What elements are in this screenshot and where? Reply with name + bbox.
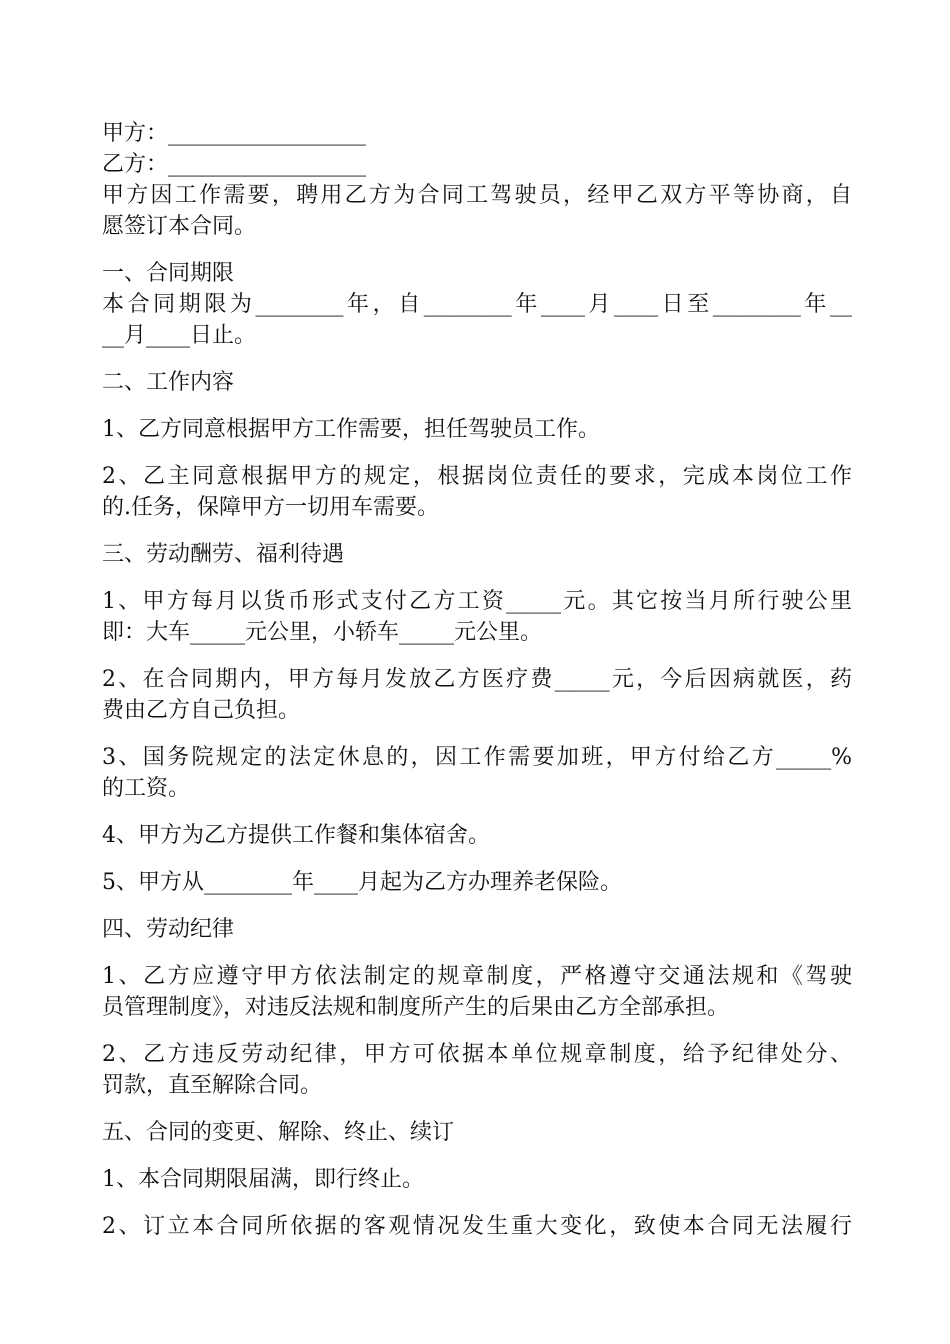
section-4-paragraph-1-line-2: 员管理制度》，对违反法规和制度所产生的后果由乙方全部承担。 xyxy=(102,995,730,1020)
intro-line-2: 愿签订本合同。 xyxy=(102,214,257,239)
section-3-paragraph-4: 4、甲方为乙方提供工作餐和集体宿舍。 xyxy=(102,823,490,848)
section-5-paragraph-1: 1、本合同期限届满，即行终止。 xyxy=(102,1167,424,1192)
section-3-paragraph-2-line-2: 费由乙方自己负担。 xyxy=(102,698,301,723)
section-3-title: 三、劳动酬劳、福利待遇 xyxy=(102,542,345,567)
contract-document xyxy=(102,118,852,1242)
party-b-line: 乙方：__________________ xyxy=(102,152,367,177)
section-4-paragraph-2-line-2: 罚款，直至解除合同。 xyxy=(102,1073,323,1098)
section-4-paragraph-2-line-1: 2、乙方违反劳动纪律，甲方可依据本单位规章制度，给予纪律处分、 xyxy=(102,1042,852,1067)
section-1-line-1: 本合同期限为________年，自________年____月____日至________年__ xyxy=(102,292,852,317)
section-5-paragraph-2-line-1: 2、订立本合同所依据的客观情况发生重大变化，致使本合同无法履行 xyxy=(102,1214,852,1239)
section-3-paragraph-5: 5、甲方从________年____月起为乙方办理养老保险。 xyxy=(102,870,622,895)
section-4-paragraph-1-line-1: 1、乙方应遵守甲方依法制定的规章制度，严格遵守交通法规和《驾驶 xyxy=(102,964,852,989)
section-3-paragraph-1-line-1: 1、甲方每月以货币形式支付乙方工资_____元。其它按当月所行驶公里 xyxy=(102,589,852,614)
section-2-paragraph-2-line-2: 的.任务，保障甲方一切用车需要。 xyxy=(102,495,439,520)
section-3-paragraph-2-line-1: 2、在合同期内，甲方每月发放乙方医疗费_____元，今后因病就医，药 xyxy=(102,667,852,692)
section-4-title: 四、劳动纪律 xyxy=(102,917,235,942)
section-2-paragraph-2-line-1: 2、乙主同意根据甲方的规定，根据岗位责任的要求，完成本岗位工作 xyxy=(102,464,852,489)
section-1-title: 一、合同期限 xyxy=(102,261,235,286)
section-3-paragraph-3-line-2: 的工资。 xyxy=(102,776,191,801)
section-5-title: 五、合同的变更、解除、终止、续订 xyxy=(102,1120,455,1145)
section-2-paragraph-1: 1、乙方同意根据甲方工作需要，担任驾驶员工作。 xyxy=(102,417,600,442)
section-3-paragraph-1-line-2: 即：大车_____元公里，小轿车_____元公里。 xyxy=(102,620,543,645)
intro-line-1: 甲方因工作需要，聘用乙方为合同工驾驶员，经甲乙双方平等协商，自 xyxy=(102,183,852,208)
section-3-paragraph-3-line-1: 3、国务院规定的法定休息的，因工作需要加班，甲方付给乙方_____% xyxy=(102,745,852,770)
section-2-title: 二、工作内容 xyxy=(102,370,235,395)
section-1-line-2: __月____日止。 xyxy=(102,323,257,348)
party-a-line: 甲方：__________________ xyxy=(102,121,367,146)
